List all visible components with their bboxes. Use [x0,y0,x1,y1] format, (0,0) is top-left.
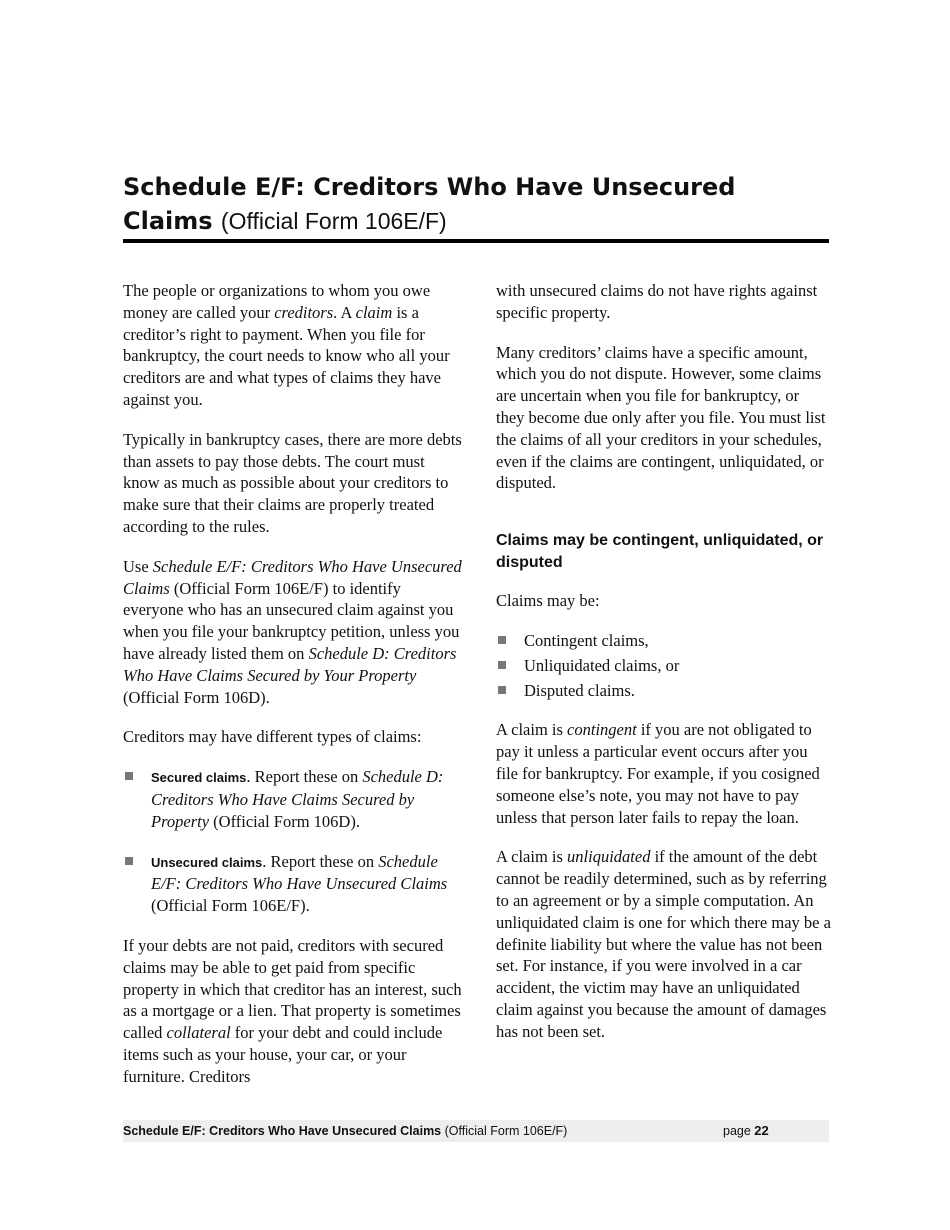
page-title [123,170,829,238]
page-footer [123,1120,829,1142]
list-item [496,680,831,702]
title-form-number: (Official Form 106E/F) [220,208,447,234]
italic-term: unliquidated [567,847,651,867]
left-column [123,280,463,1106]
bold-term: Unsecured claims [151,854,263,870]
paragraph-creditors-intro [123,280,463,411]
list-item [496,655,831,677]
square-bullet-icon [498,636,506,644]
list-item [123,851,463,917]
title-bold-line1: Schedule E/F: Creditors Who Have Unsecured [123,173,736,201]
text-run: (Official Form 106D). [209,811,360,831]
square-bullet-icon [498,661,506,669]
footer-title [123,1120,567,1142]
paragraph-specific-amount: Many creditors’ claims have a specific amount, which you do not dispute. However, some claims are uncertain when you file for bankruptcy, or they become due only after you file. You must list the claims of all your creditors in your schedules, even if the claims are contingent, unliquidated, or disputed. [496,342,826,493]
text-run: (Official Form 106E/F) to identify everyone who has an unsecured claim against you when you file your bankruptcy petition, unless you have already listed them on [123,578,460,663]
paragraph-claims-may-be: Claims may be: [496,591,600,611]
paragraph-debts-assets: Typically in bankruptcy cases, there are more debts than assets to pay those debts. The court must know as much as possible about your creditors to make sure that their claims are properly treated according to the rules. [123,429,462,536]
italic-term: Schedule D: Creditors Who Have Claims Secured by Property [151,767,444,831]
list-item [496,630,831,652]
page-number [723,1120,769,1142]
text-run: (Official Form 106D). [123,687,270,707]
paragraph-contingent [496,719,831,828]
paragraph-unliquidated [496,846,831,1042]
list-item-text: Unliquidated claims, or [524,655,680,675]
title-bold-line2: Claims [123,207,213,235]
text-run: The people or organizations to whom you owe money are called your [123,281,431,322]
text-run: is a creditor’s right to payment. When you file for bankruptcy, the court needs to know who all your creditors are and what types of claims they have against you. [123,302,450,409]
footer-form-number: (Official Form 106E/F) [444,1124,568,1138]
text-run: . Report these on [246,767,363,787]
square-bullet-icon [125,857,133,865]
italic-term: creditors [274,302,334,322]
text-run: if you are not obligated to pay it unless a particular event occurs after you file for bankruptcy. For example, if you cosigned someone else’s note, you may not have to pay unless that person later fails to repay the loan. [496,720,820,827]
text-run: A claim is [496,720,568,740]
title-rule [123,239,829,243]
text-run: if the amount of the debt cannot be readily determined, such as by referring to an agreement or by a simple computation. An unliquidated claim is one for which there may be a definite liability but where the value has not been set. For instance, if you were involved in a car accident, the victim may have an unliquidated claim against you because the amount of damages has not been set. [496,847,831,1041]
claim-types-list [123,766,463,917]
list-item-text: Disputed claims. [524,680,635,700]
claim-kinds-list [496,630,831,701]
paragraph-unsecured-rights: with unsecured claims do not have rights against specific property. [496,281,818,322]
footer-title-bold: Schedule E/F: Creditors Who Have Unsecured Claims [123,1124,442,1138]
italic-term: Schedule E/F: Creditors Who Have Unsecured Claims [123,556,462,598]
page-label: page [723,1124,751,1138]
right-column [496,280,831,1061]
text-run: for your debt and could include items such as your house, your car, or your furniture. Creditors [123,1023,443,1086]
text-run: (Official Form 106E/F). [151,896,310,916]
paragraph-debts-not-paid [123,935,463,1088]
text-run: If your debts are not paid, creditors with secured claims may be able to get paid from specific property in which that creditor has an interest, such as a mortgage or a lien. That property is sometimes called [123,935,462,1043]
paragraph-use-schedule [123,556,463,709]
square-bullet-icon [498,686,506,694]
bold-term: Secured claims [151,770,247,786]
text-run: . A [333,302,356,322]
page-number-value: 22 [754,1123,769,1138]
italic-term: claim [355,302,393,322]
list-item [123,766,463,832]
list-item-text: Contingent claims, [524,630,649,650]
italic-term: collateral [166,1023,231,1043]
italic-term: Schedule E/F: Creditors Who Have Unsecured Claims [151,851,448,894]
italic-term: Schedule D: Creditors Who Have Claims Secured by Your Property [123,643,457,685]
paragraph-claim-types: Creditors may have different types of claims: [123,727,422,747]
square-bullet-icon [125,772,133,780]
text-run: . Report these on [262,851,379,871]
text-run: A claim is [496,847,568,867]
section-heading: Claims may be contingent, unliquidated, or disputed [496,532,824,572]
italic-term: contingent [567,720,637,740]
text-run: Use [123,556,153,576]
